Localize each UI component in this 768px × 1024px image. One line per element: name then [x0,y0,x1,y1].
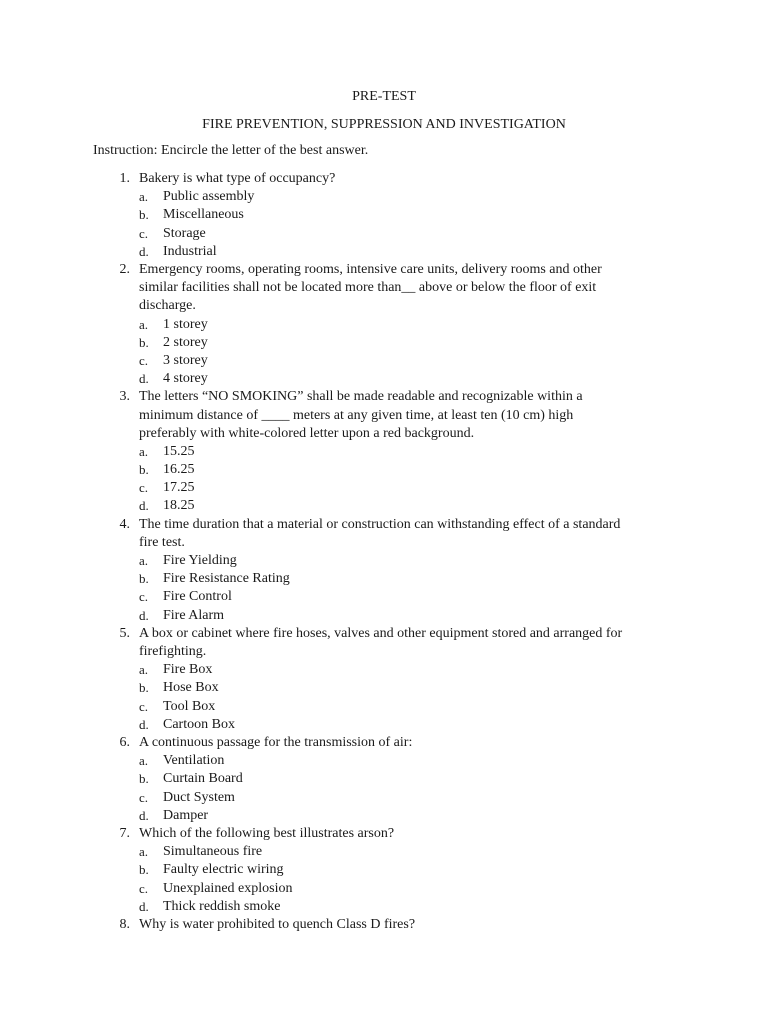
answer-choice[interactable] [0,588,768,606]
choice-list [0,552,768,625]
question-list [0,170,768,934]
choice-letter[interactable]: b. [139,462,149,478]
choice-letter[interactable]: d. [139,243,149,259]
answer-choice[interactable] [0,370,768,388]
choice-letter[interactable]: b. [139,571,149,587]
question-number: 2. [119,261,130,277]
choice-text: Unexplained explosion [163,880,293,896]
question-text-line: Why is water prohibited to quench Class D fires? [139,916,416,932]
answer-choice[interactable] [0,880,768,898]
choice-letter[interactable]: a. [139,443,149,459]
choice-text: 3 storey [163,352,208,368]
choice-text: Miscellaneous [163,207,244,223]
instruction-text: Instruction: Encircle the letter of the best answer. [93,143,369,158]
answer-choice[interactable] [0,461,768,479]
question-item [0,170,768,261]
choice-text: Fire Alarm [163,607,225,623]
question-item [0,261,768,388]
choice-letter[interactable]: d. [139,371,149,387]
choice-letter[interactable]: a. [139,662,149,678]
choice-text: Public assembly [163,189,255,205]
choice-letter[interactable]: d. [139,716,149,732]
choice-text: Industrial [163,243,217,259]
answer-choice[interactable] [0,898,768,916]
answer-choice[interactable] [0,716,768,734]
choice-letter[interactable]: d. [139,498,149,514]
choice-letter[interactable]: c. [139,698,149,714]
question-number: 4. [119,516,130,532]
choice-text: Simultaneous fire [163,844,263,860]
answer-choice[interactable] [0,316,768,334]
choice-letter[interactable]: b. [139,862,149,878]
question-text-line: preferably with white-colored letter upon a red background. [139,425,475,441]
answer-choice[interactable] [0,334,768,352]
question-text-line: minimum distance of ____ meters at any given time, at least ten (10 cm) high [139,407,574,423]
question-number: 3. [119,389,130,405]
choice-letter[interactable]: c. [139,880,149,896]
choice-text: Damper [163,807,209,823]
answer-choice[interactable] [0,789,768,807]
question-text-line: Bakery is what type of occupancy? [139,171,336,186]
question-item [0,734,768,825]
answer-choice[interactable] [0,243,768,261]
question-number: 5. [119,625,130,641]
question-text-line: Which of the following best illustrates arson? [139,825,395,841]
answer-choice[interactable] [0,188,768,206]
choice-letter[interactable]: d. [139,607,149,623]
question-text-line: A box or cabinet where fire hoses, valves and other equipment stored and arranged for [139,625,623,641]
choice-letter[interactable]: a. [139,316,149,332]
question-text-line: firefighting. [139,644,207,660]
choice-text: Duct System [163,789,235,805]
choice-text: Faulty electric wiring [163,862,284,878]
answer-choice[interactable] [0,479,768,497]
answer-choice[interactable] [0,352,768,370]
choice-text: Cartoon Box [163,716,235,732]
choice-list [0,443,768,516]
choice-text: Fire Box [163,662,213,678]
choice-text: Ventilation [163,753,225,769]
choice-letter[interactable]: b. [139,771,149,787]
question-text-line: similar facilities shall not be located more than__ above or below the floor of exit [139,280,597,296]
answer-choice[interactable] [0,570,768,588]
choice-text: Curtain Board [163,771,243,787]
question-text-line: A continuous passage for the transmission of air: [139,734,413,750]
question-item [0,825,768,916]
choice-list [0,316,768,389]
question-text-line: discharge. [139,298,196,314]
answer-choice[interactable] [0,225,768,243]
choice-text: Fire Resistance Rating [163,571,290,587]
choice-text: Hose Box [163,680,219,696]
answer-choice[interactable] [0,443,768,461]
question-text-line: fire test. [139,534,185,550]
choice-text: Fire Control [163,589,232,605]
choice-letter[interactable]: c. [139,589,149,605]
choice-letter[interactable]: c. [139,789,149,805]
choice-letter[interactable]: c. [139,225,149,241]
answer-choice[interactable] [0,770,768,788]
answer-choice[interactable] [0,497,768,515]
choice-letter[interactable]: d. [139,807,149,823]
answer-choice[interactable] [0,861,768,879]
choice-letter[interactable]: a. [139,844,149,860]
choice-letter[interactable]: a. [139,189,149,205]
choice-text: 4 storey [163,371,208,387]
choice-letter[interactable]: a. [139,553,149,569]
choice-letter[interactable]: c. [139,352,149,368]
choice-letter[interactable]: d. [139,898,149,914]
choice-list [0,843,768,916]
question-number: 7. [119,825,130,841]
choice-text: Storage [163,225,206,241]
answer-choice[interactable] [0,752,768,770]
question-number: 6. [119,734,130,750]
choice-letter[interactable]: b. [139,334,149,350]
question-item [0,388,768,515]
choice-list [0,661,768,734]
document-subtitle: FIRE PREVENTION, SUPPRESSION AND INVESTIGATION [202,117,566,132]
choice-letter[interactable]: c. [139,480,149,496]
choice-letter[interactable]: b. [139,680,149,696]
answer-choice[interactable] [0,807,768,825]
question-item [0,625,768,734]
answer-choice[interactable] [0,679,768,697]
choice-letter[interactable]: b. [139,207,149,223]
answer-choice[interactable] [0,843,768,861]
choice-letter[interactable]: a. [139,753,149,769]
choice-text: 17.25 [163,480,195,496]
question-text-line: Emergency rooms, operating rooms, intensive care units, delivery rooms and other [139,261,602,277]
question-number: 8. [119,916,130,932]
choice-text: 18.25 [163,498,195,514]
choice-text: 1 storey [163,316,208,332]
question-number: 1. [119,171,130,186]
choice-list [0,188,768,261]
question-text-line: The letters “NO SMOKING” shall be made readable and recognizable within a [139,389,583,405]
choice-text: 15.25 [163,443,195,459]
choice-text: Tool Box [163,698,216,714]
answer-choice[interactable] [0,698,768,716]
choice-text: Fire Yielding [163,553,237,569]
question-item [0,916,768,934]
choice-text: 16.25 [163,462,195,478]
choice-list [0,752,768,825]
question-item [0,516,768,625]
question-text-line: The time duration that a material or construction can withstanding effect of a standard [139,516,621,532]
document-title: PRE-TEST [352,89,416,104]
answer-choice[interactable] [0,607,768,625]
answer-choice[interactable] [0,206,768,224]
choice-text: Thick reddish smoke [163,898,281,914]
choice-text: 2 storey [163,334,208,350]
answer-choice[interactable] [0,552,768,570]
answer-choice[interactable] [0,661,768,679]
